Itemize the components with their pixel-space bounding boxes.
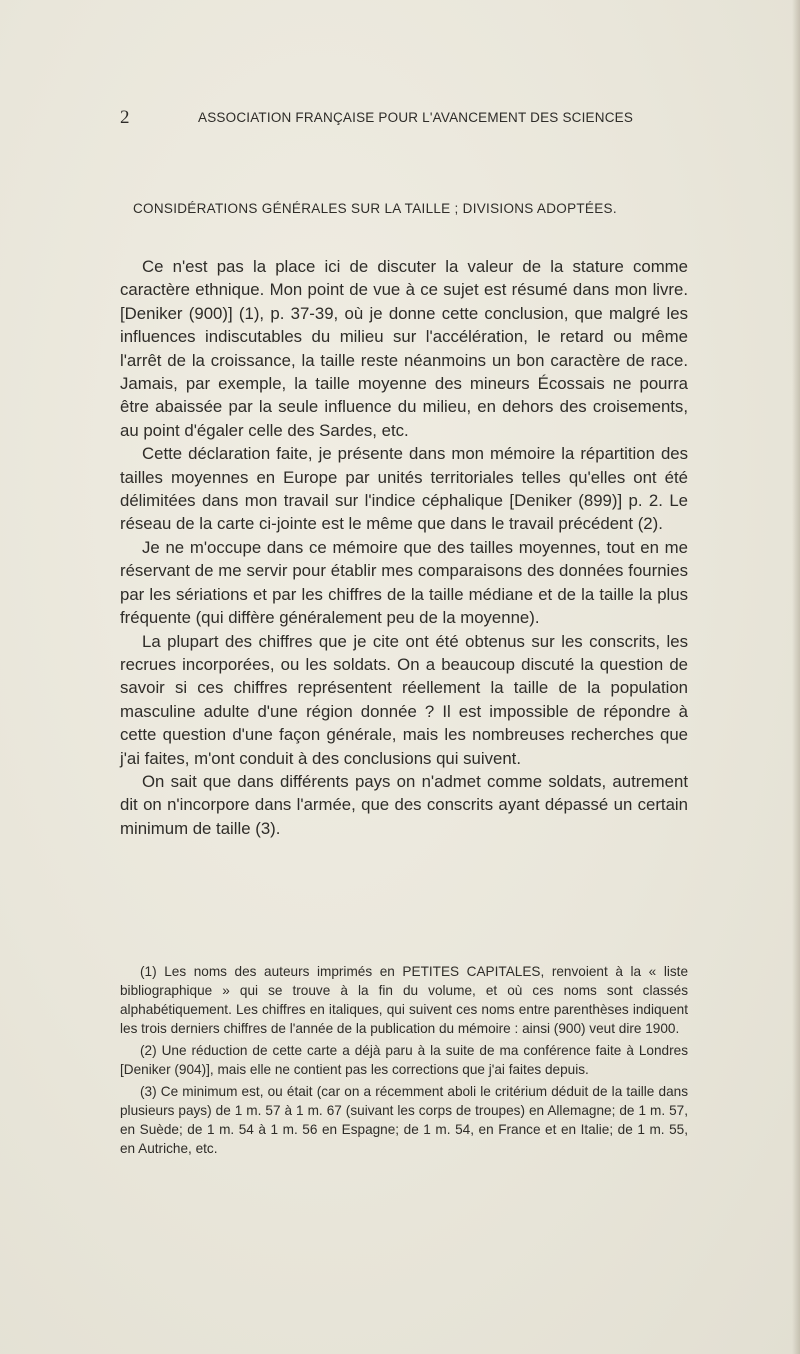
body-text	[120, 255, 688, 840]
footnote: (2) Une réduction de cette carte a déjà paru à la suite de ma conférence faite à Londres [Deniker (904)], mais elle ne contient pas les corrections que j'ai faites depuis.	[120, 1043, 688, 1077]
page-edge-shadow	[792, 0, 800, 1354]
paragraph: La plupart des chiffres que je cite ont été obtenus sur les conscrits, les recrues incorporées, ou les soldats. On a beaucoup discuté la question de savoir si ces chiffres représentent réellement la taille de la population masculine adulte d'une région donnée ? Il est impossible de répondre à cette question d'une façon générale, mais les nombreuses recherches que j'ai faites, m'ont conduit à des conclusions qui suivent.	[120, 631, 688, 768]
page-header	[120, 106, 680, 130]
paragraph: On sait que dans différents pays on n'admet comme soldats, autrement dit on n'incorpore dans l'armée, que des conscrits ayant dépassé un certain minimum de taille (3).	[120, 771, 688, 838]
paragraph: Cette déclaration faite, je présente dans mon mémoire la répartition des tailles moyennes en Europe par unités territoriales telles qu'elles ont été délimitées dans mon travail sur l'indice céphalique [Deniker (899)] p. 2. Le réseau de la carte ci-jointe est le même que dans le travail précédent (2).	[120, 444, 688, 534]
running-head: ASSOCIATION FRANÇAISE POUR L'AVANCEMENT DES SCIENCES	[198, 110, 634, 125]
page-number: 2	[120, 107, 130, 128]
section-title: CONSIDÉRATIONS GÉNÉRALES SUR LA TAILLE ; DIVISIONS ADOPTÉES.	[133, 201, 617, 216]
footnote: (3) Ce minimum est, ou était (car on a récemment aboli le critérium déduit de la taille dans plusieurs pays) de 1 m. 57 à 1 m. 67 (suivant les corps de troupes) en Allemagne; de 1 m. 57, en Suède; de 1 m. 54 à 1 m. 56 en Espagne; de 1 m. 54, en France et en Italie; de 1 m. 55, en Autriche, etc.	[120, 1084, 688, 1156]
paragraph: Ce n'est pas la place ici de discuter la valeur de la stature comme caractère ethnique. Mon point de vue à ce sujet est résumé dans mon livre. [Deniker (900)] (1), p. 37-39, où je donne cette conclusion, que malgré les influences indiscutables du milieu sur l'accélération, le retard ou même l'arrêt de la croissance, la taille reste néanmoins un bon caractère de race. Jamais, par exemple, la taille moyenne des mineurs Écossais ne pourra être abaissée par la seule influence du milieu, en dehors des croisements, au point d'égaler celle des Sardes, etc.	[120, 257, 688, 440]
footnotes	[120, 962, 688, 1161]
footnote: (1) Les noms des auteurs imprimés en PETITES CAPITALES, renvoient à la « liste bibliographique » qui se trouve à la fin du volume, et où ces noms sont classés alphabétiquement. Les chiffres en italiques, qui suivent ces noms entre parenthèses indiquent les trois derniers chiffres de l'année de la publication du mémoire : ainsi (900) veut dire 1900.	[120, 964, 688, 1036]
paragraph: Je ne m'occupe dans ce mémoire que des tailles moyennes, tout en me réservant de me servir pour établir mes comparaisons des données fournies par les sériations et par les chiffres de la taille médiane et de la taille la plus fréquente (qui diffère généralement peu de la moyenne).	[120, 537, 688, 628]
